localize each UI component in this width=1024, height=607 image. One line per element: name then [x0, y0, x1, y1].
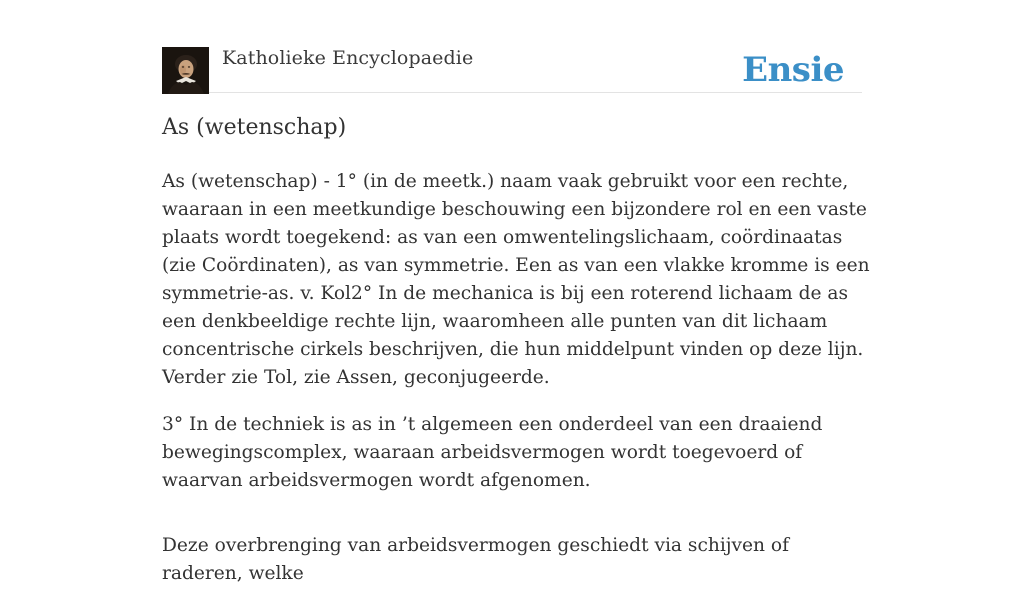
source-name-link[interactable]: Katholieke Encyclopaedie	[222, 47, 474, 69]
ensie-logo[interactable]: Ensie	[742, 50, 844, 90]
article-paragraph: Deze overbrenging van arbeidsvermogen geschiedt via schijven of raderen, welke	[162, 535, 790, 584]
article-title: As (wetenschap)	[162, 115, 347, 140]
article-paragraph: 3° In de techniek is as in ’t algemeen een onderdeel van een draaiend bewegingscomplex, waaraan arbeidsvermogen wordt toegevoerd of waarvan arbeidsvermogen wordt afgenomen.	[162, 414, 823, 491]
article-paragraph: As (wetenschap) - 1° (in de meetk.) naam vaak gebruikt voor een rechte, waaraan in een meetkundige beschouwing een bijzondere rol en een vaste plaats wordt toegekend: as van een omwentelingslichaam, coördinaatas (zie Coördinaten), as van symmetrie. Een as van een vlakke kromme is een symmetrie-as. v. Kol2° In de mechanica is bij een roterend lichaam de as een denkbeeldige rechte lijn, waaromheen alle punten van dit lichaam concentrische cirkels beschrijven, die hun middelpunt vinden op deze lijn. Verder zie Tol, zie Assen, geconjugeerde.	[162, 171, 870, 388]
site-header	[162, 44, 862, 93]
article-body	[162, 168, 874, 607]
source-avatar[interactable]	[162, 47, 209, 94]
portrait-avatar-icon	[162, 47, 209, 94]
